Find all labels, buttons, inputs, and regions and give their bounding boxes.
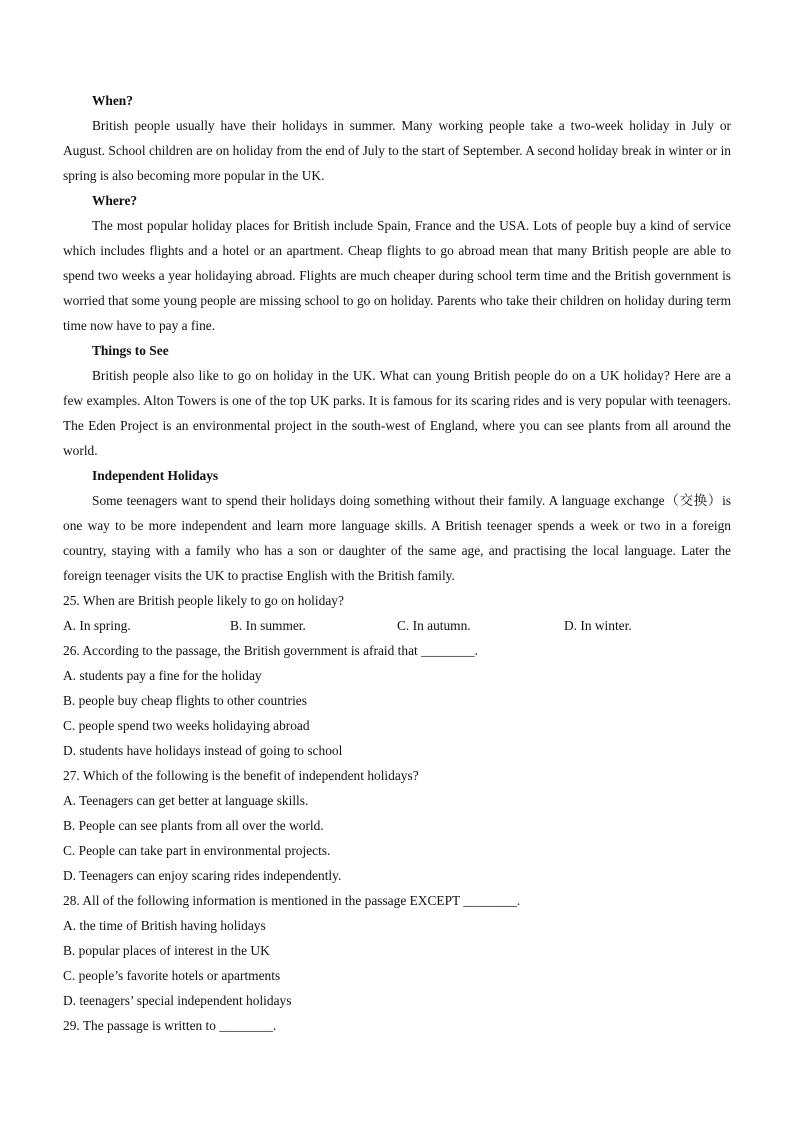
question-25-option-b: B. In summer. <box>230 618 306 633</box>
question-27-option-d: D. Teenagers can enjoy scaring rides independently. <box>63 868 342 883</box>
question-27-option-c: C. People can take part in environmental projects. <box>63 843 331 858</box>
question-25-option-d: D. In winter. <box>564 618 632 633</box>
question-25-option-c: C. In autumn. <box>397 618 471 633</box>
question-26-option-a: A. students pay a fine for the holiday <box>63 668 262 683</box>
section-text-when: British people usually have their holidays in summer. Many working people take a two-week holiday in July or August. School children are on holiday from the end of July to the start of September. A second holiday break in winter or in spring is also becoming more popular in the UK. <box>63 118 731 183</box>
question-26-option-c: C. people spend two weeks holidaying abroad <box>63 718 310 733</box>
question-28-option-b: B. popular places of interest in the UK <box>63 943 270 958</box>
section-heading-when: When? <box>92 93 133 108</box>
section-text-things-to-see: British people also like to go on holiday in the UK. What can young British people do on a UK holiday? Here are a few examples. Alton Towers is one of the top UK parks. It is famous for its scaring rides and is very popular with teenagers. The Eden Project is an environmental project in the south-west of England, where you can see plants from all around the world. <box>63 368 731 458</box>
question-25-stem: 25. When are British people likely to go on holiday? <box>63 593 344 608</box>
question-25-options <box>63 613 731 638</box>
question-26-stem: 26. According to the passage, the British government is afraid that ________. <box>63 643 479 658</box>
section-heading-independent-holidays: Independent Holidays <box>92 468 219 483</box>
question-28-option-a: A. the time of British having holidays <box>63 918 266 933</box>
passage-content <box>63 88 731 1038</box>
question-27-option-a: A. Teenagers can get better at language skills. <box>63 793 309 808</box>
section-heading-where: Where? <box>92 193 138 208</box>
question-29-stem: 29. The passage is written to ________. <box>63 1018 277 1033</box>
question-28-option-d: D. teenagers’ special independent holidays <box>63 993 292 1008</box>
question-26-option-b: B. people buy cheap flights to other countries <box>63 693 307 708</box>
question-26-option-d: D. students have holidays instead of going to school <box>63 743 343 758</box>
section-text-where: The most popular holiday places for British include Spain, France and the USA. Lots of people buy a kind of service which includes flights and a hotel or an apartment. Cheap flights to go abroad mean that many British people are able to spend two weeks a year holidaying abroad. Flights are much cheaper during school term time and the British government is worried that some young people are missing school to go on holiday. Parents who take their children on holiday during term time now have to pay a fine. <box>63 218 731 333</box>
question-27-option-b: B. People can see plants from all over the world. <box>63 818 324 833</box>
section-heading-things-to-see: Things to See <box>92 343 169 358</box>
question-25-option-a: A. In spring. <box>63 618 131 633</box>
question-28-stem: 28. All of the following information is mentioned in the passage EXCEPT ________. <box>63 893 521 908</box>
section-text-independent-holidays: Some teenagers want to spend their holidays doing something without their family. A language exchange（交换）is one way to be more independent and learn more language skills. A British teenager spends a week or two in a foreign country, staying with a family who has a son or daughter of the same age, and practising the local language. Later the foreign teenager visits the UK to practise English with the British family. <box>63 493 731 583</box>
question-28-option-c: C. people’s favorite hotels or apartments <box>63 968 281 983</box>
question-27-stem: 27. Which of the following is the benefit of independent holidays? <box>63 768 419 783</box>
